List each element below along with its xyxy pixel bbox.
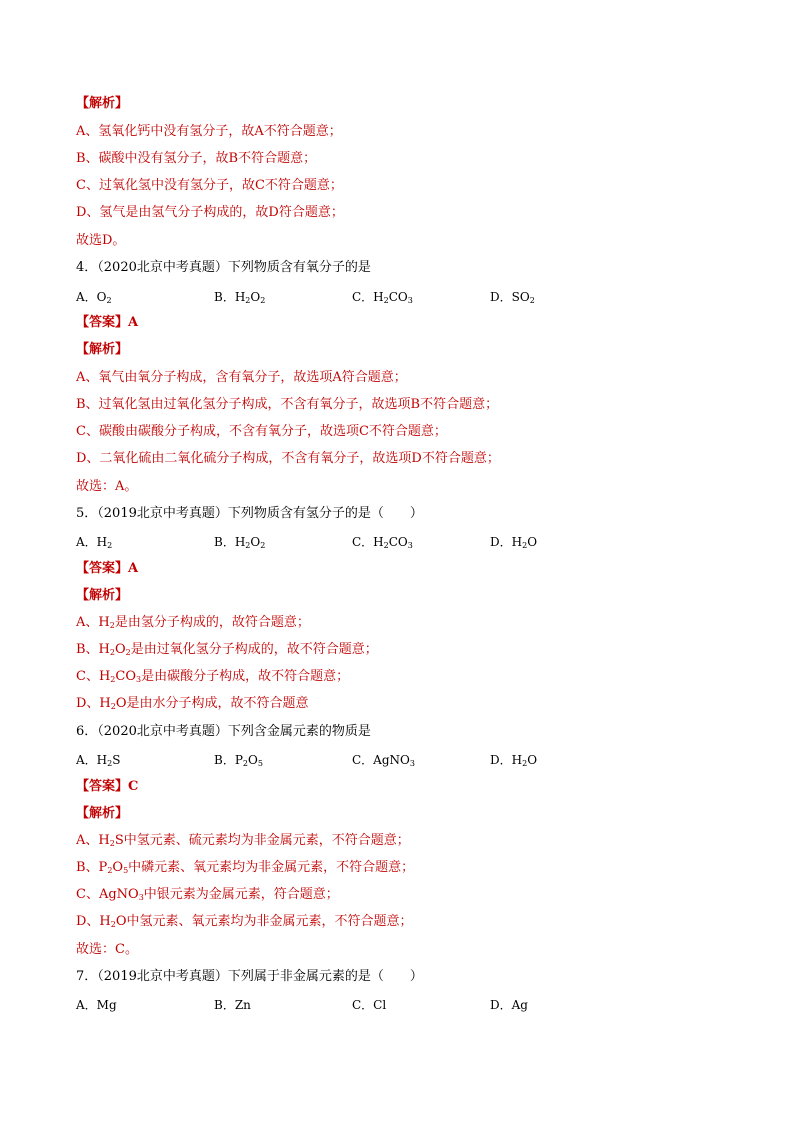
option-a: A．$H_2$: [76, 535, 113, 550]
analysis-line: B、$P_2O_5$中磷元素、氧元素均为非金属元素，不符合题意；: [76, 860, 415, 875]
analysis-line: A、氧气由氧分子构成，含有氧分子，故选项A符合题意；: [76, 370, 407, 385]
answer-label: 【答案】C: [76, 779, 139, 794]
option-d: D．Ag: [490, 998, 528, 1012]
analysis-line: D、$H_2O$中氢元素、氧元素均为非金属元素，不符合题意；: [76, 914, 413, 929]
analysis-line: C、过氧化氢中没有氢分子，故C不符合题意；: [76, 178, 343, 193]
analysis-line: A、$H_2S$中氢元素、硫元素均为非金属元素，不符合题意；: [76, 833, 410, 848]
option-c: C．AgNO$_3$: [352, 753, 415, 768]
analysis-line: D、氢气是由氢气分子构成的，故D符合题意；: [76, 205, 344, 220]
question-stem: 7．（2019北京中考真题）下列属于非金属元素的是（ ）: [76, 969, 423, 984]
option-d: D．$H_2O$: [490, 535, 538, 550]
conclusion: 故选：A。: [76, 479, 138, 494]
analysis-line: D、$H_2O$是由水分子构成，故不符合题意: [76, 696, 309, 711]
option-b: B．Zn: [214, 998, 251, 1012]
conclusion: 故选D。: [76, 233, 126, 248]
option-c: C．$H_2CO_3$: [352, 535, 413, 550]
analysis-label: 【解析】: [76, 806, 129, 821]
option-b: B．$H_2O_2$: [214, 290, 266, 305]
analysis-label: 【解析】: [76, 96, 129, 111]
option-c: C．Cl: [352, 998, 387, 1012]
analysis-line: A、$H_2$是由氢分子构成的，故符合题意；: [76, 615, 310, 630]
analysis-line: B、过氧化氢由过氧化氢分子构成，不含有氧分子，故选项B不符合题意；: [76, 397, 499, 412]
option-a: A．$H_2S$: [76, 753, 121, 768]
analysis-label: 【解析】: [76, 342, 129, 357]
analysis-label: 【解析】: [76, 588, 129, 603]
option-b: B．$P_2O_5$: [214, 753, 263, 768]
option-d: D．$SO_2$: [490, 290, 535, 305]
option-a: A．Mg: [76, 998, 117, 1012]
option-a: A．$O_2$: [76, 290, 112, 305]
answer-label: 【答案】A: [76, 561, 139, 576]
answer-label: 【答案】A: [76, 315, 139, 330]
option-d: D．$H_2O$: [490, 753, 538, 768]
analysis-line: B、$H_2O_2$是由过氧化氢分子构成的，故不符合题意；: [76, 642, 378, 657]
option-c: C．$H_2CO_3$: [352, 290, 413, 305]
conclusion: 故选：C。: [76, 942, 138, 957]
question-stem: 6．（2020北京中考真题）下列含金属元素的物质是: [76, 724, 371, 739]
analysis-line: C、AgNO$_3$中银元素为金属元素，符合题意；: [76, 887, 339, 902]
option-b: B．$H_2O_2$: [214, 535, 266, 550]
question-stem: 5．（2019北京中考真题）下列物质含有氢分子的是（ ）: [76, 506, 423, 521]
analysis-line: B、碳酸中没有氢分子，故B不符合题意；: [76, 151, 317, 166]
question-stem: 4．（2020北京中考真题）下列物质含有氧分子的是: [76, 260, 371, 275]
analysis-line: C、碳酸由碳酸分子构成，不含有氧分子，故选项C不符合题意；: [76, 424, 447, 439]
analysis-line: D、二氧化硫由二氧化硫分子构成，不含有氧分子，故选项D不符合题意；: [76, 451, 500, 466]
analysis-line: C、$H_2CO_3$是由碳酸分子构成，故不符合题意；: [76, 669, 350, 684]
analysis-line: A、氢氧化钙中没有氢分子，故A不符合题意；: [76, 124, 342, 139]
